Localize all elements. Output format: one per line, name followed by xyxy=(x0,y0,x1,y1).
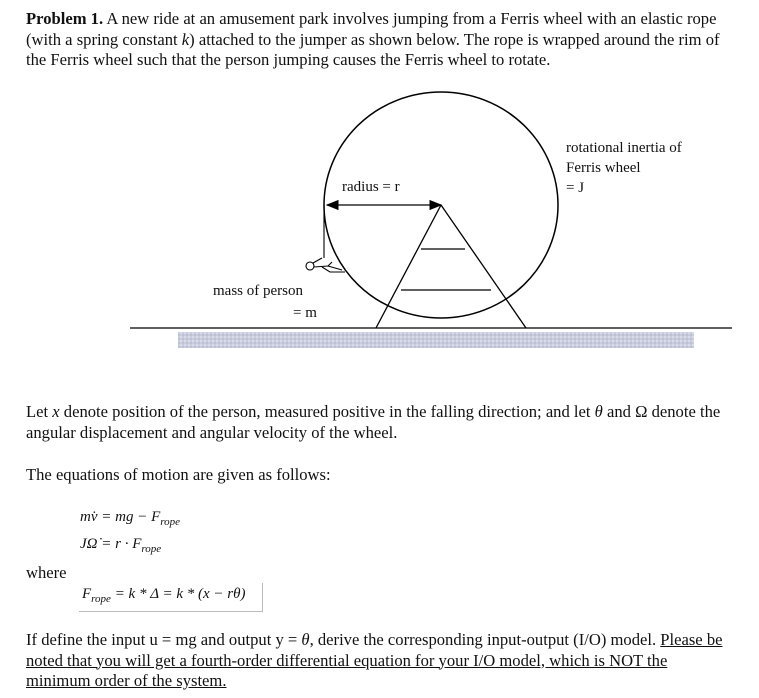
task-note-underlined: Please be noted that you will get a fourth-order differential equation for your I/O model, which is NOT the minimum order of the system. xyxy=(26,630,723,690)
task-statement xyxy=(26,630,726,692)
omega-symbol: Ω xyxy=(635,402,648,421)
eq3-sub: rope xyxy=(91,593,111,605)
equation-2 xyxy=(80,536,161,555)
problem-heading: Problem 1. xyxy=(26,9,104,28)
inertia-label-line3: = J xyxy=(566,180,585,196)
eq2-sub: rope xyxy=(141,543,162,555)
ground-hatch xyxy=(178,332,694,348)
def-text-1: Let xyxy=(26,402,53,421)
variable-definitions xyxy=(26,402,726,443)
inertia-label-line1: rotational inertia of xyxy=(566,140,682,156)
spring-constant-symbol: k xyxy=(181,29,190,49)
task-text-1: If define the input u = mg and output y = xyxy=(26,630,302,649)
eq1-sub: rope xyxy=(160,516,180,528)
def-text-2: denote position of the person, measured positive in the falling direction; and let xyxy=(59,402,595,421)
where-label: where xyxy=(26,563,67,582)
eq1-main: mv̇ = mg − F xyxy=(80,509,161,525)
equation-1 xyxy=(80,509,180,528)
problem-intro-2: ) attached to the jumper as shown below. The rope is wrapped around the rim of the Ferris wheel such that the person jumping causes the Ferris wheel to rotate. xyxy=(26,29,720,69)
eq2-main: JΩ̇ = r · F xyxy=(80,536,142,552)
def-text-3: and xyxy=(602,402,636,421)
theta-symbol: θ xyxy=(594,402,603,421)
task-text-2: , derive the corresponding input-output (I/O) model. xyxy=(309,630,661,649)
task-theta-symbol: θ xyxy=(301,630,310,649)
inertia-label-line2: Ferris wheel xyxy=(566,160,641,176)
mass-label-line2: = m xyxy=(293,305,317,321)
radius-label: radius = r xyxy=(342,179,400,195)
equations-intro: The equations of motion are given as follows: xyxy=(26,465,331,484)
mass-label-line1: mass of person xyxy=(213,283,303,299)
def-text-4: denote the angular displacement and angular velocity of the wheel. xyxy=(26,402,721,442)
equation-3 xyxy=(82,586,246,605)
eq3-rhs: = k * Δ = k * (x − rθ) xyxy=(110,586,246,602)
problem-intro-1: A new ride at an amusement park involves jumping from a Ferris wheel with an elastic rope (with a spring constant xyxy=(26,9,717,49)
eq3-lhs: F xyxy=(82,586,92,602)
x-symbol: x xyxy=(52,402,60,421)
